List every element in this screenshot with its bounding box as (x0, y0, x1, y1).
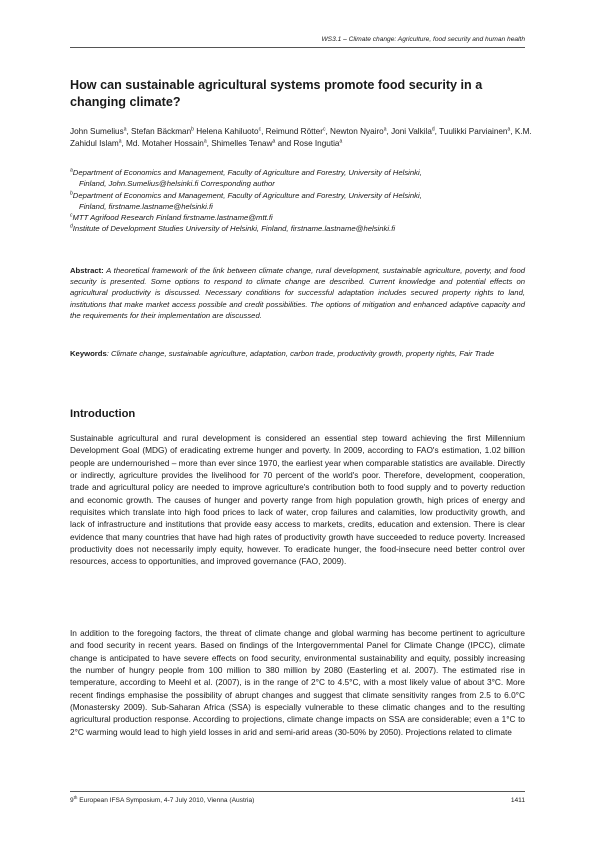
affiliation-mark: a (70, 167, 73, 174)
author-separator: , (386, 127, 392, 136)
author-name: John Sumelius (70, 127, 124, 136)
author-name: K.M. Zahidul Islam (70, 127, 532, 148)
affiliation (70, 223, 540, 234)
author-affiliation-mark: a (507, 126, 511, 133)
author-name: Tuulikki Parviainen (439, 127, 508, 136)
keywords-colon: : (106, 349, 109, 358)
author-separator: , (206, 139, 212, 148)
author-name: Md. Motaher Hossain (126, 139, 204, 148)
affiliation-mark: c (70, 212, 73, 219)
affiliation-text: Department of Economics and Management, Faculty of Agriculture and Forestry, University of Helsinki, (72, 190, 422, 200)
abstract-text: A theoretical framework of the link between climate change, rural development, sustainable agriculture, poverty, and food security is presented. Some options to respond to climate change are described. Current knowledge and potential effects on agricultural productivity is discussed. Necessary conditions for successful adaptation includes secured property rights to land, institutions that make market access possible and credit possibilities. The options of mitigation and enhanced adaptive capacity and the requirements for their implementation are discussed. (70, 266, 525, 320)
author-affiliation-mark: a (118, 138, 122, 145)
footer-ordinal: 9 (70, 797, 74, 804)
author-list (70, 126, 540, 150)
affiliation-mark: b (70, 190, 73, 197)
affiliation-text: Institute of Development Studies University of Helsinki, Finland, firstname.lastname@helsinki.fi (72, 224, 396, 234)
affiliation-text: MTT Agrifood Research Finland firstname.lastname@mtt.fi (72, 213, 273, 223)
keywords (70, 348, 525, 359)
author-separator: , (121, 139, 127, 148)
abstract-label: Abstract: (70, 266, 104, 275)
header-rule (70, 47, 525, 48)
author-name: Stefan Bäckman (131, 127, 192, 136)
affiliation (70, 190, 540, 213)
author-affiliation-mark: a (339, 138, 343, 145)
footer-text: European IFSA Symposium, 4-7 July 2010, Vienna (Austria) (77, 797, 255, 804)
affiliation (70, 212, 540, 223)
abstract (70, 265, 525, 321)
author-separator: , (261, 127, 266, 136)
author-affiliation-mark: a (123, 126, 127, 133)
author-affiliation-mark: a (383, 126, 387, 133)
affiliation-mark: d (70, 223, 73, 230)
paper-title: How can sustainable agricultural systems promote food security in a changing climate? (70, 78, 483, 109)
author-affiliation-mark: c (258, 126, 262, 133)
affiliation-text-continued: Finland, John.Sumelius@helsinki.fi Corresponding author (79, 179, 275, 189)
footer-rule (70, 791, 525, 792)
author-affiliation-mark: a (203, 138, 207, 145)
affiliation (70, 167, 540, 190)
author-name: Rose Ingutia (293, 139, 340, 148)
author-separator: , (325, 127, 331, 136)
author-name: Newton Nyairo (330, 127, 384, 136)
author-name: Joni Valkila (391, 127, 432, 136)
body-paragraph: In addition to the foregoing factors, the threat of climate change and global warming has become pertinent to agriculture and food security in recent years. Based on findings of the Intergovernmental Panel for Climate Change (IPCC), climate change is anticipated to have severe effects on food security, environmental sustainability and equity, possibly increasing the number of hungry people from 100 million to 380 million by 2080 (Easterling et al. 2007). The estimated rise in temperature, according to Meehl et al. (2007), is in the range of 2°C to 4.5°C, with a most likely value of about 3°C. More recent findings emphasise the possibility of abrupt changes and suggest that climate sensitivity ranges from 2.5 to 6.0°C (Monastersky 2009). Sub-Saharan Africa (SSA) is especially vulnerable to these climatic changes and to the resulting agricultural production response. According to projections, climate change impacts on SSA are considerable; even a 1°C to 2°C warming would lead to high yield losses in arid and semi-arid areas (30-50% by 2050). Projections related to climate (70, 628, 525, 737)
author-affiliation-mark: c (322, 126, 326, 133)
author-separator: , (434, 127, 440, 136)
keywords-label: Keywords (70, 349, 107, 358)
section-heading: Introduction (70, 408, 136, 420)
author-separator: and (275, 139, 294, 148)
running-header: WS3.1 – Climate change: Agriculture, food security and human health (321, 36, 525, 43)
footer-conference (70, 794, 255, 804)
affiliation-list (70, 167, 540, 235)
affiliation-text: Department of Economics and Management, Faculty of Agriculture and Forestry, University of Helsinki, (72, 168, 422, 177)
author-name: Shimelles Tenaw (211, 139, 273, 148)
author-name: Helena Kahiluoto (196, 127, 259, 136)
author-affiliation-mark: b (191, 126, 194, 133)
author-name: Reimund Rötter (265, 127, 323, 136)
author-separator: , (510, 127, 515, 136)
affiliation-text-continued: Finland, firstname.lastname@helsinki.fi (79, 201, 213, 211)
page-number: 1411 (510, 797, 525, 804)
footer-ordinal-suffix: th (73, 794, 78, 800)
keywords-text: Climate change, sustainable agriculture, adaptation, carbon trade, productivity growth, property rights, Fair Trade (111, 349, 495, 358)
author-affiliation-mark: d (431, 126, 435, 133)
author-affiliation-mark: a (272, 138, 276, 145)
body-paragraph: Sustainable agricultural and rural development is considered an essential step toward achieving the first Millennium Development Goal (MDG) of eradicating extreme hunger and poverty. In 2009, according to FAO's estimation, 1.02 billion people are undernourished – more than ever since 1970, the earliest year when comparable statistics are available. Directly or indirectly, agriculture provides the livelihood for 70 percent of the world's poor. Therefore, development, cooperation, trade and agricultural policy are needed to improve agriculture's contribution both to food supply and to poverty reduction and economic growth. The causes of hunger and poverty range from high population growth, high prices of energy and requisites which translate into high food prices to lack of water, crop failures and calamities, low productivity growth, and lack of infrastructure and institutions that provide easy access to markets, credits, education and extension. There is clear evidence that many countries that have had high rates of productivity growth have succeeded to reduce poverty. Increased productivity does not necessarily imply equity, however. To eradicate hunger, the food-insecure need better control over resources, access to opportunities, and improved governance (FAO, 2009). (70, 433, 525, 567)
author-separator: , (126, 127, 132, 136)
